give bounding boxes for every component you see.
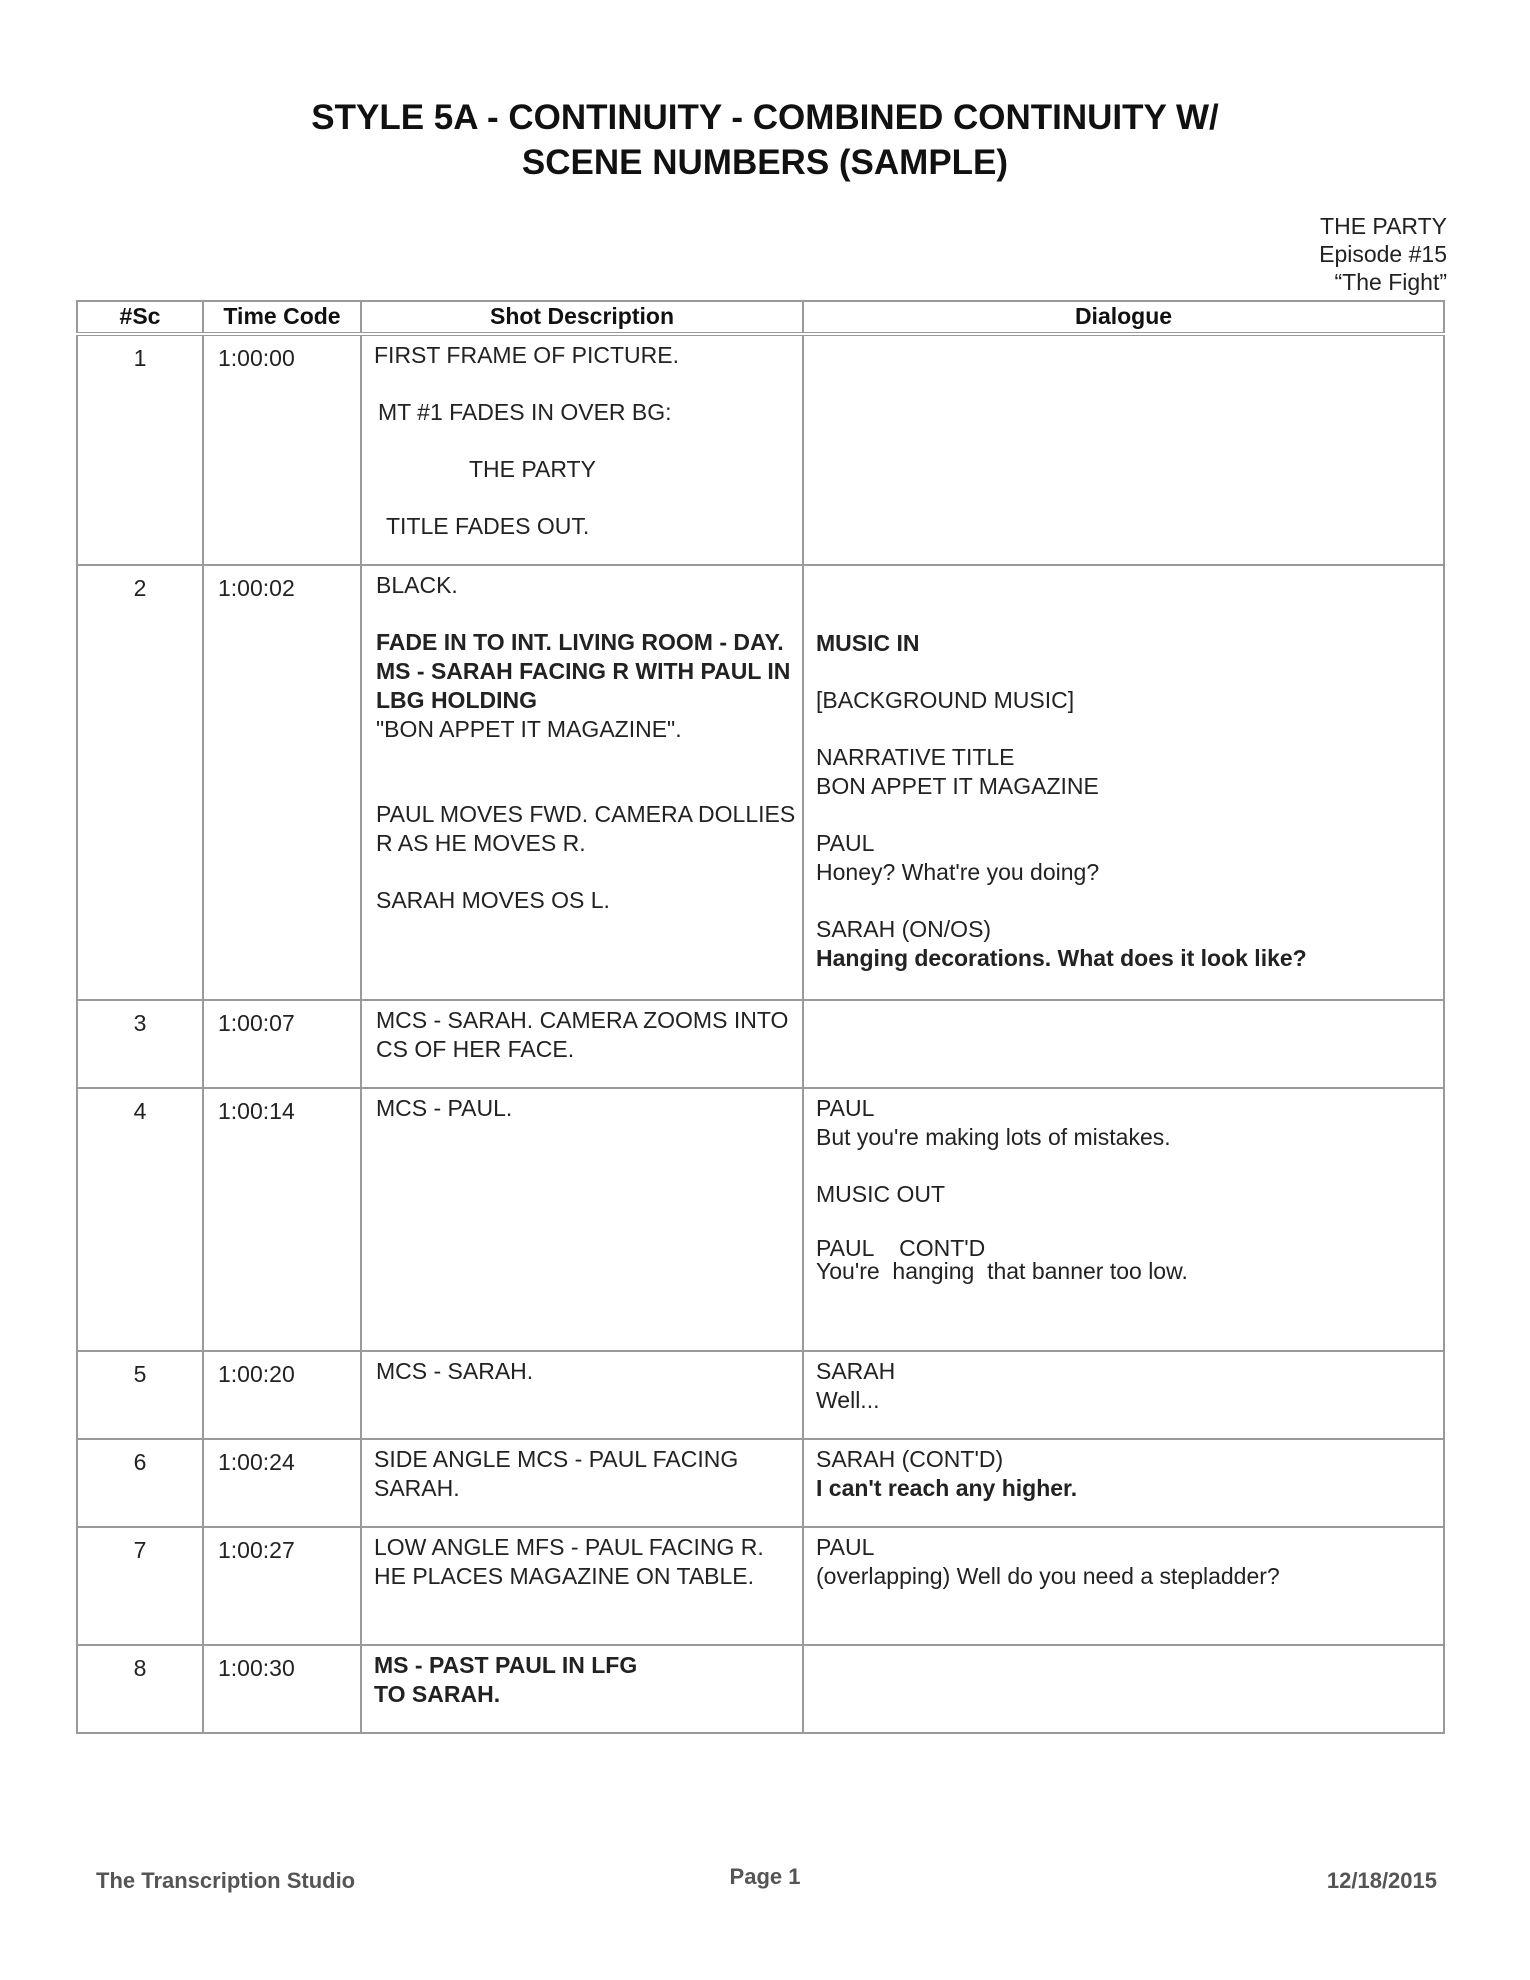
- dialogue-line: (overlapping) Well do you need a stepladder?: [816, 1563, 1280, 1589]
- table-row: [77, 1088, 1444, 1351]
- shot-line: LOW ANGLE MFS - PAUL FACING R. HE PLACES MAGAZINE ON TABLE.: [374, 1534, 764, 1589]
- table-row: [77, 1439, 1444, 1527]
- continuity-table: [76, 300, 1445, 1734]
- scene-number: 3: [77, 1000, 203, 1088]
- dialogue-line: I can't reach any higher.: [816, 1475, 1078, 1501]
- dialogue-line: You're hanging that banner too low.: [816, 1258, 1188, 1284]
- dialogue-line: SARAH (ON/OS): [816, 916, 992, 942]
- episode-info: [1319, 212, 1447, 296]
- time-code: 1:00:30: [203, 1645, 361, 1733]
- dialogue: [803, 1527, 1444, 1645]
- episode-number: Episode #15: [1319, 241, 1447, 267]
- dialogue-line: NARRATIVE TITLE: [816, 744, 1015, 770]
- episode-title: “The Fight”: [1334, 269, 1447, 295]
- scene-number: 1: [77, 334, 203, 565]
- dialogue-line: MUSIC OUT: [816, 1181, 946, 1207]
- shot-line: BLACK.: [376, 572, 458, 598]
- dialogue-line: MUSIC IN: [816, 630, 920, 656]
- dialogue-line: SARAH: [816, 1358, 896, 1384]
- shot-line: "BON APPET IT MAGAZINE".: [376, 716, 682, 742]
- dialogue-line: Honey? What're you doing?: [816, 859, 1100, 885]
- scene-number: 7: [77, 1527, 203, 1645]
- dialogue-line: PAUL CONT'D: [816, 1235, 986, 1261]
- shot-line: MS - PAST PAUL IN LFG TO SARAH.: [374, 1652, 638, 1707]
- dialogue-line: Hanging decorations. What does it look like?: [816, 945, 1307, 971]
- dialogue-line: PAUL: [816, 1534, 875, 1560]
- shot-description: [361, 1351, 803, 1439]
- table-row: [77, 1000, 1444, 1088]
- time-code: 1:00:20: [203, 1351, 361, 1439]
- shot-line: PAUL MOVES FWD. CAMERA DOLLIES R AS HE MOVES R.: [376, 801, 796, 856]
- title-line-1: STYLE 5A - CONTINUITY - COMBINED CONTINUITY W/: [311, 98, 1219, 137]
- table-header-row: [77, 301, 1444, 334]
- scene-number: 8: [77, 1645, 203, 1733]
- header-scene: #Sc: [77, 301, 203, 334]
- table-row: [77, 1351, 1444, 1439]
- scene-number: 5: [77, 1351, 203, 1439]
- show-name: THE PARTY: [1320, 213, 1447, 239]
- time-code: 1:00:14: [203, 1088, 361, 1351]
- footer-date: 12/18/2015: [1326, 1868, 1437, 1893]
- title-line-2: SCENE NUMBERS (SAMPLE): [521, 143, 1009, 182]
- shot-description: [361, 1527, 803, 1645]
- shot-line: SARAH MOVES OS L.: [376, 887, 610, 913]
- shot-line: MCS - SARAH. CAMERA ZOOMS INTO CS OF HER FACE.: [376, 1007, 789, 1062]
- document-title: [0, 95, 1530, 185]
- time-code: 1:00:24: [203, 1439, 361, 1527]
- dialogue-line: [BACKGROUND MUSIC]: [816, 687, 1075, 713]
- table-row: [77, 1527, 1444, 1645]
- dialogue-line: BON APPET IT MAGAZINE: [816, 773, 1099, 799]
- header-time-code: Time Code: [203, 301, 361, 334]
- shot-line: TITLE FADES OUT.: [386, 513, 590, 539]
- dialogue-line: Well...: [816, 1387, 880, 1413]
- table-row: [77, 565, 1444, 1000]
- time-code: 1:00:07: [203, 1000, 361, 1088]
- header-dialogue: Dialogue: [803, 301, 1444, 334]
- shot-line: THE PARTY: [469, 456, 596, 482]
- shot-description: [361, 1439, 803, 1527]
- dialogue: [803, 1645, 1444, 1733]
- shot-line: FIRST FRAME OF PICTURE.: [374, 342, 679, 368]
- shot-line: FADE IN TO INT. LIVING ROOM - DAY. MS - SARAH FACING R WITH PAUL IN LBG HOLDING: [376, 629, 791, 713]
- scene-number: 6: [77, 1439, 203, 1527]
- dialogue-line: But you're making lots of mistakes.: [816, 1124, 1171, 1150]
- shot-description: [361, 1088, 803, 1351]
- shot-line: SIDE ANGLE MCS - PAUL FACING SARAH.: [374, 1446, 739, 1501]
- table-row: [77, 1645, 1444, 1733]
- scene-number: 4: [77, 1088, 203, 1351]
- dialogue-line: PAUL: [816, 830, 875, 856]
- shot-line: MCS - PAUL.: [376, 1095, 513, 1121]
- time-code: 1:00:27: [203, 1527, 361, 1645]
- shot-description: [361, 1000, 803, 1088]
- table-row: [77, 334, 1444, 565]
- dialogue: [803, 1439, 1444, 1527]
- dialogue: [803, 565, 1444, 1000]
- scene-number: 2: [77, 565, 203, 1000]
- dialogue: [803, 1351, 1444, 1439]
- dialogue-line: PAUL: [816, 1095, 875, 1121]
- shot-description: [361, 1645, 803, 1733]
- shot-line: MCS - SARAH.: [376, 1358, 534, 1384]
- shot-line: MT #1 FADES IN OVER BG:: [378, 399, 672, 425]
- shot-description: [361, 334, 803, 565]
- dialogue: [803, 1000, 1444, 1088]
- shot-description: [361, 565, 803, 1000]
- footer-page-number: Page 1: [729, 1864, 801, 1889]
- time-code: 1:00:00: [203, 334, 361, 565]
- dialogue: [803, 334, 1444, 565]
- time-code: 1:00:02: [203, 565, 361, 1000]
- footer-company: The Transcription Studio: [96, 1868, 356, 1893]
- dialogue: [803, 1088, 1444, 1351]
- header-shot-description: Shot Description: [361, 301, 803, 334]
- dialogue-line: SARAH (CONT'D): [816, 1446, 1004, 1472]
